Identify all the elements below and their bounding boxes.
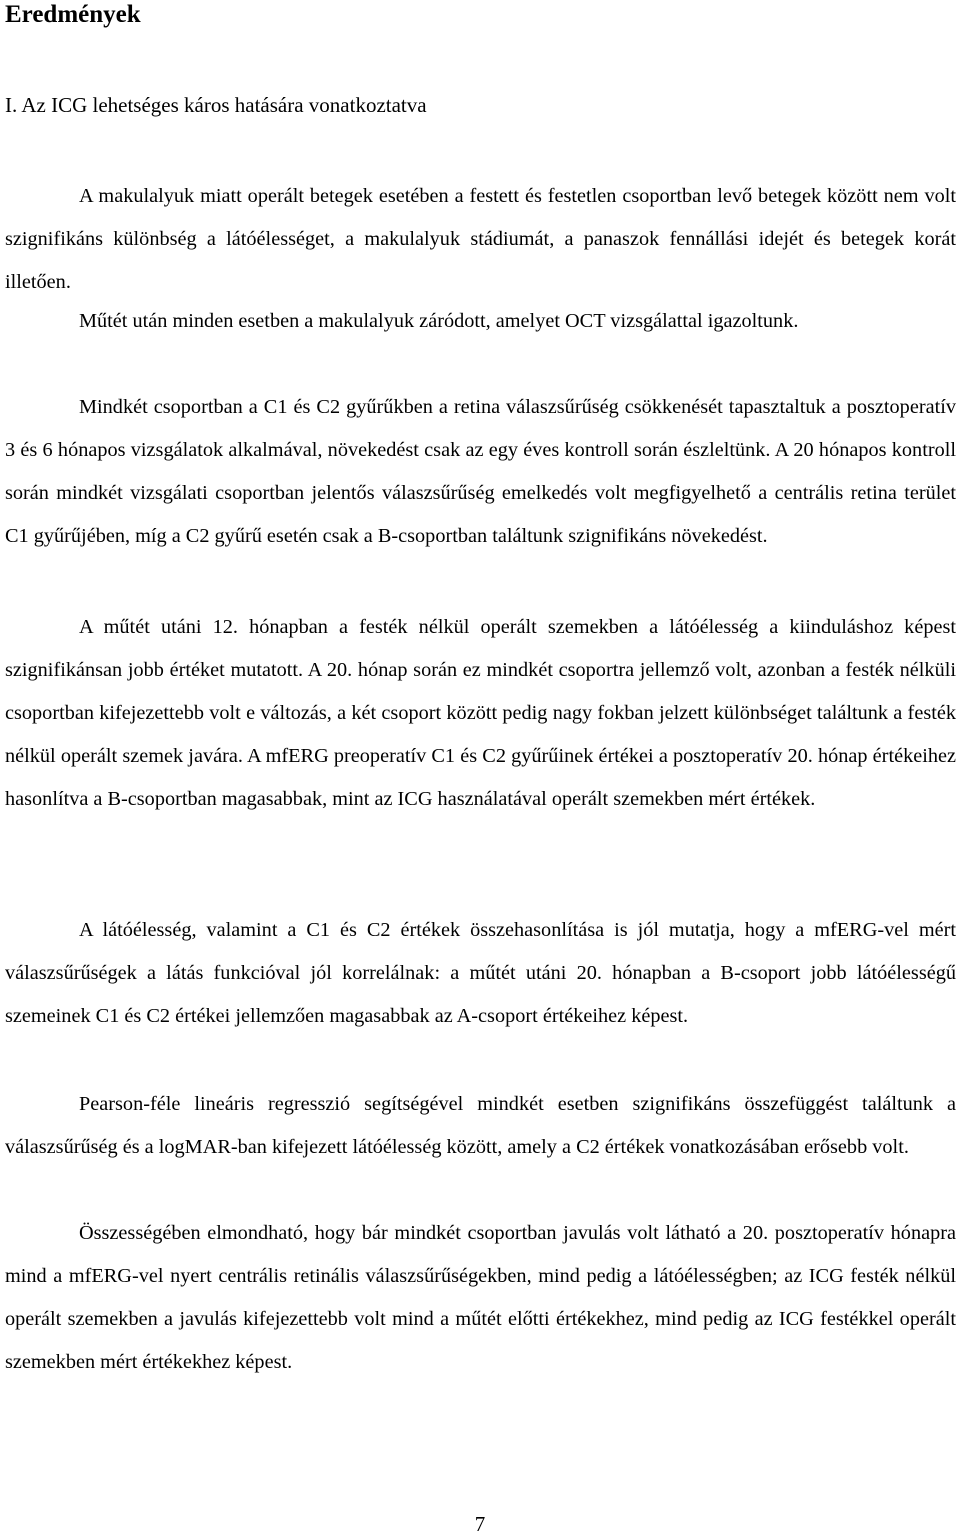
paragraph-3: Mindkét csoportban a C1 és C2 gyűrűkben a retina válaszsűrűség csökkenését tapasztaltuk a posztoperatív 3 és 6 hónapos vizsgálatok alkalmával, növekedést csak az egy éves kontroll során észleltünk. A 20 hónapos kontroll során mindkét vizsgálati csoportban jelentős válaszsűrűség emelkedés volt megfigyelhető a centrális retina terület C1 gyűrűjében, míg a C2 gyűrű esetén csak a B-csoportban találtunk szignifikáns növekedést. (5, 396, 956, 547)
paragraph-1: A makulalyuk miatt operált betegek esetében a festett és festetlen csoportban levő betegek között nem volt szignifikáns különbség a látóélességet, a makulalyuk stádiumát, a panaszok fennállási idejét és betegek korát illetően. (5, 185, 956, 293)
paragraph-2: Műtét után minden esetben a makulalyuk záródott, amelyet OCT vizsgálattal igazoltunk. (79, 310, 799, 332)
paragraph-6: Pearson-féle lineáris regresszió segítségével mindkét esetben szignifikáns összefüggést találtunk a válaszsűrűség és a logMAR-ban kifejezett látóélesség között, amely a C2 értékek vonatkozásában erősebb volt. (5, 1093, 956, 1158)
paragraph-5: A látóélesség, valamint a C1 és C2 értékek összehasonlítása is jól mutatja, hogy a mfERG-vel mért válaszsűrűségek a látás funkcióval jól korrelálnak: a műtét utáni 20. hónapban a B-csoport jobb látóélességű szemeinek C1 és C2 értékei jellemzően magasabbak az A-csoport értékeihez képest. (5, 919, 956, 1027)
paragraph-7: Összességében elmondható, hogy bár mindkét csoportban javulás volt látható a 20. posztoperatív hónapra mind a mfERG-vel nyert centrális retinális válaszsűrűségekben, mind pedig a látóélességben; az ICG festék nélkül operált szemekben a javulás kifejezettebb volt mind a műtét előtti értékekhez, mind pedig az ICG festékkel operált szemekben mért értékekhez képest. (5, 1222, 956, 1373)
paragraph-4: A műtét utáni 12. hónapban a festék nélkül operált szemekben a látóélesség a kiinduláshoz képest szignifikánsan jobb értéket mutatott. A 20. hónap során ez mindkét csoportra jellemző volt, azonban a festék nélküli csoportban kifejezettebb volt e változás, a két csoport között pedig nagy fokban jelzett különbséget találtunk a festék nélkül operált szemek javára. A mfERG preoperatív C1 és C2 gyűrűinek értékei a posztoperatív 20. hónap értékeihez hasonlítva a B-csoportban magasabbak, mint az ICG használatával operált szemekben mért értékek. (5, 616, 956, 810)
page-number: 7 (474, 1512, 486, 1536)
section-heading: Eredmények (5, 1, 141, 28)
subsection-heading: I. Az ICG lehetséges káros hatására vonatkoztatva (5, 93, 427, 117)
